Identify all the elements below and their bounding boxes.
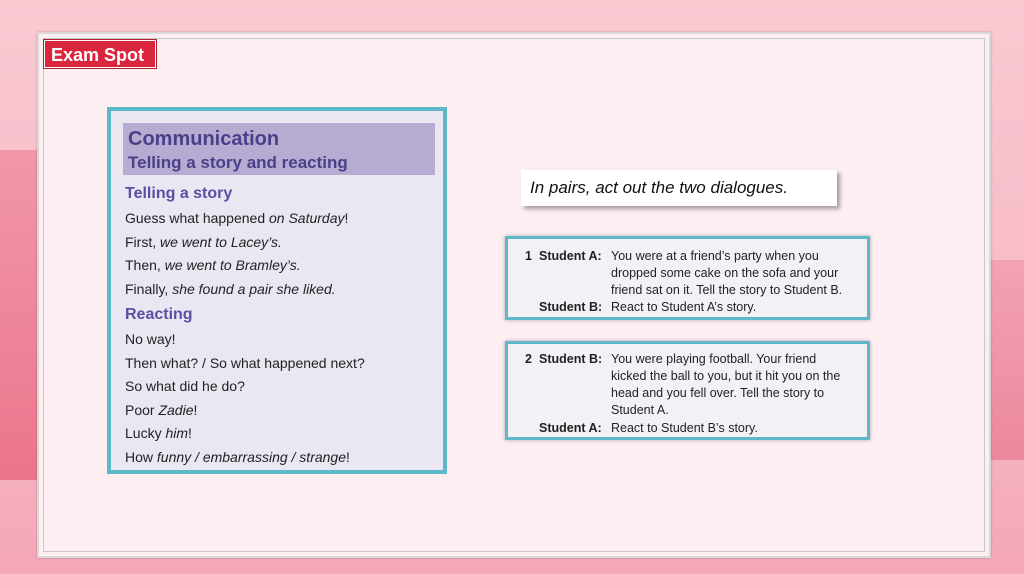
speaker-label: Student B: — [539, 352, 603, 366]
speaker-label: Student A: — [539, 421, 602, 435]
instruction-text: In pairs, act out the two dialogues. — [521, 170, 837, 206]
phrase-line: No way! — [125, 331, 176, 347]
speaker-label: Student A: — [539, 249, 602, 263]
phrase-line: How funny / embarrassing / strange! — [125, 448, 350, 465]
telling-heading: Telling a story — [125, 185, 233, 202]
dialogue-line: You were playing football. Your friend — [611, 352, 817, 366]
dialogue-line: friend sat on it. Tell the story to Student B. — [611, 283, 843, 297]
dialogue-line: React to Student B’s story. — [611, 421, 758, 435]
communication-header — [123, 123, 435, 175]
dialogue-1-box — [505, 236, 870, 320]
dialogue-line: head and you fell over. Tell the story to — [611, 386, 825, 400]
dialogue-line: React to Student A’s story. — [611, 300, 757, 314]
dialogue-line: dropped some cake on the sofa and your — [611, 266, 839, 280]
phrase-line: Poor Zadie! — [125, 401, 198, 418]
phrase-line: Lucky him! — [125, 425, 192, 441]
reacting-heading: Reacting — [125, 306, 193, 323]
communication-subtitle: Telling a story and reacting — [128, 153, 348, 172]
phrase-line: Then what? / So what happened next? — [125, 354, 365, 371]
dialogue-line: Student A. — [611, 403, 669, 417]
dialogue-line: You were at a friend’s party when you — [611, 249, 819, 263]
phrase-line: Then, we went to Bramley’s. — [125, 257, 301, 273]
dialogue-number: 2 — [525, 352, 532, 366]
phrase-line: First, we went to Lacey’s. — [125, 233, 282, 250]
phrase-line: Guess what happened on Saturday! — [125, 210, 349, 226]
dialogue-number: 1 — [525, 249, 532, 263]
exam-spot-badge: Exam Spot — [44, 40, 156, 68]
speaker-label: Student B: — [539, 300, 603, 314]
phrase-line: So what did he do? — [125, 378, 245, 394]
dialogue-2-box — [505, 341, 870, 440]
communication-title: Communication — [128, 128, 280, 150]
dialogue-line: kicked the ball to you, but it hit you on the — [611, 369, 841, 383]
phrase-line: Finally, she found a pair she liked. — [125, 280, 336, 297]
communication-card — [107, 107, 447, 474]
